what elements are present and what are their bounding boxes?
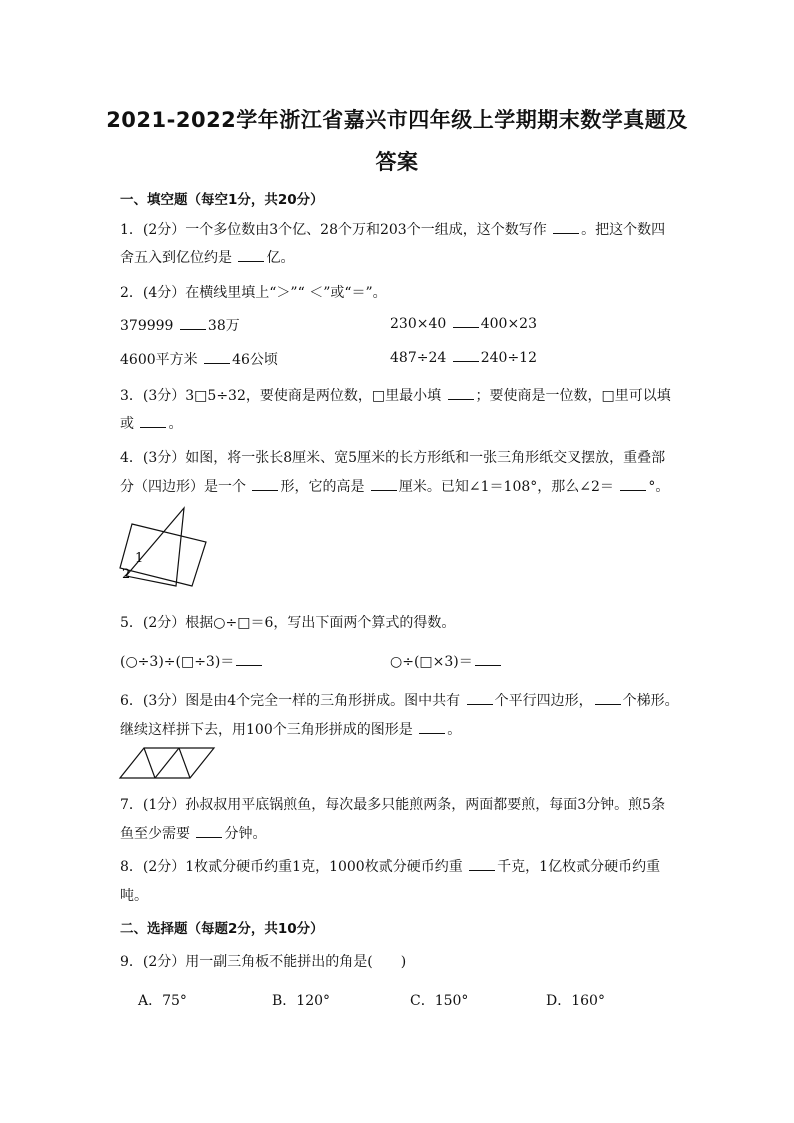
question-4-line2 bbox=[120, 476, 669, 496]
q5-blank-2[interactable] bbox=[475, 653, 501, 666]
q2c-blank[interactable] bbox=[204, 351, 230, 364]
q5-blank-1[interactable] bbox=[236, 653, 262, 666]
q6-blank-2[interactable] bbox=[595, 692, 621, 705]
q5-expr1-text: (○÷3)÷(□÷3)＝ bbox=[120, 654, 235, 670]
q6-text-b: 个平行四边形， bbox=[494, 693, 593, 709]
section-2-heading: 二、选择题（每题2分，共10分） bbox=[120, 921, 324, 937]
q1-text-d: 亿。 bbox=[266, 250, 295, 266]
q6-text-c: 个梯形。 bbox=[622, 693, 679, 709]
q9-option-a[interactable]: A．75° bbox=[138, 993, 187, 1009]
rectangle-triangle-figure bbox=[118, 506, 214, 590]
q8-text-a: 8．(2分）1枚贰分硬币约重1克，1000枚贰分硬币约重 bbox=[120, 859, 463, 875]
question-8-line2: 吨。 bbox=[120, 888, 148, 904]
q2a-right: 38万 bbox=[207, 318, 240, 334]
q1-blank-2[interactable] bbox=[238, 249, 264, 262]
q4-blank-3[interactable] bbox=[620, 478, 646, 491]
q6-blank-3[interactable] bbox=[419, 721, 445, 734]
q2d-left: 487÷24 bbox=[390, 350, 447, 366]
question-5-stem: 5．(2分）根据○÷□＝6，写出下面两个算式的得数。 bbox=[120, 615, 456, 631]
q4-text-a: 分（四边形）是一个 bbox=[120, 479, 246, 495]
question-1-line1 bbox=[120, 219, 665, 239]
angle-1-label: 1 bbox=[135, 551, 144, 566]
question-5-expr1 bbox=[120, 651, 264, 671]
question-7-line2 bbox=[120, 823, 266, 843]
q7-blank[interactable] bbox=[196, 825, 222, 838]
q9-option-b[interactable]: B．120° bbox=[272, 993, 331, 1009]
section-1-heading: 一、填空题（每空1分，共20分） bbox=[120, 192, 324, 208]
q1-text-a: 1．(2分）一个多位数由3个亿、28个万和203个一组成，这个数写作 bbox=[120, 222, 547, 238]
q4-text-b: 形，它的高是 bbox=[280, 479, 365, 495]
q2c-right: 46公顷 bbox=[232, 352, 278, 368]
figure-diagonal-3 bbox=[179, 748, 190, 778]
document-title-line2: 答案 bbox=[375, 150, 419, 174]
q2a-left: 379999 bbox=[120, 318, 174, 334]
question-2-row2 bbox=[120, 349, 278, 369]
question-8-line1 bbox=[120, 856, 660, 876]
question-2-stem: 2．(4分）在横线里填上“＞”“ ＜”或“＝”。 bbox=[120, 285, 387, 301]
q5-expr2-text: ○÷(□×3)＝ bbox=[390, 654, 473, 670]
q1-text-b: 。把这个数四 bbox=[581, 222, 666, 238]
q1-blank-1[interactable] bbox=[553, 221, 579, 234]
q8-blank-1[interactable] bbox=[469, 858, 495, 871]
q6-text-d: 继续这样拼下去，用100个三角形拼成的图形是 bbox=[120, 722, 413, 738]
q2d-right: 240÷12 bbox=[480, 350, 538, 366]
question-2-row2-col2 bbox=[390, 349, 537, 366]
q2b-right: 400×23 bbox=[480, 316, 538, 332]
q2b-left: 230×40 bbox=[390, 316, 447, 332]
q2b-blank[interactable] bbox=[453, 315, 479, 328]
q9-option-d[interactable]: D．160° bbox=[546, 993, 605, 1009]
q6-text-e: 。 bbox=[447, 722, 462, 738]
q3-text-d: 。 bbox=[168, 416, 183, 432]
figure-diagonal-1 bbox=[144, 748, 155, 778]
q7-text-a: 鱼至少需要 bbox=[120, 826, 190, 842]
question-3-line1 bbox=[120, 385, 671, 405]
question-4-line1: 4．(3分）如图，将一张长8厘米、宽5厘米的长方形纸和一张三角形纸交叉摆放，重叠部 bbox=[120, 450, 666, 466]
question-9-stem: 9．(2分）用一副三角板不能拼出的角是( ) bbox=[120, 954, 407, 970]
q3-text-a: 3．(3分）3□5÷32，要使商是两位数，□里最小填 bbox=[120, 388, 442, 404]
q6-text-a: 6．(3分）图是由4个完全一样的三角形拼成。图中共有 bbox=[120, 693, 461, 709]
q3-text-c: 或 bbox=[120, 416, 134, 432]
question-3-line2 bbox=[120, 413, 182, 433]
q3-text-b: ；要使商是一位数，□里可以填 bbox=[475, 388, 671, 404]
question-1-line2 bbox=[120, 247, 294, 267]
q4-blank-1[interactable] bbox=[252, 478, 278, 491]
question-6-line2 bbox=[120, 719, 461, 739]
figure-triangle bbox=[126, 508, 184, 586]
question-2-row1-col2 bbox=[390, 315, 537, 332]
question-7-line1: 7．(1分）孙叔叔用平底锅煎鱼，每次最多只能煎两条，两面都要煎，每面3分钟。煎5条 bbox=[120, 797, 666, 813]
figure-diagonal-2 bbox=[155, 748, 179, 778]
q1-text-c: 舍五入到亿位约是 bbox=[120, 250, 232, 266]
q9-option-c[interactable]: C．150° bbox=[410, 993, 469, 1009]
document-title-line1: 2021-2022学年浙江省嘉兴市四年级上学期期末数学真题及 bbox=[106, 108, 688, 132]
q6-blank-1[interactable] bbox=[467, 692, 493, 705]
q2a-blank[interactable] bbox=[180, 317, 206, 330]
q3-blank-2[interactable] bbox=[140, 415, 166, 428]
q4-text-d: °。 bbox=[648, 479, 670, 495]
q4-text-c: 厘米。已知∠1＝108°，那么∠2＝ bbox=[398, 479, 614, 495]
angle-2-label: 2 bbox=[122, 567, 131, 582]
q2d-blank[interactable] bbox=[453, 349, 479, 362]
question-5-expr2 bbox=[390, 651, 503, 671]
question-2-row1 bbox=[120, 315, 240, 335]
q3-blank-1[interactable] bbox=[448, 387, 474, 400]
q7-text-b: 分钟。 bbox=[224, 826, 267, 842]
q8-text-b: 千克，1亿枚贰分硬币约重 bbox=[497, 859, 661, 875]
question-6-line1 bbox=[120, 690, 679, 710]
q2c-left: 4600平方米 bbox=[120, 352, 198, 368]
four-triangles-figure bbox=[118, 746, 218, 782]
q4-blank-2[interactable] bbox=[371, 478, 397, 491]
